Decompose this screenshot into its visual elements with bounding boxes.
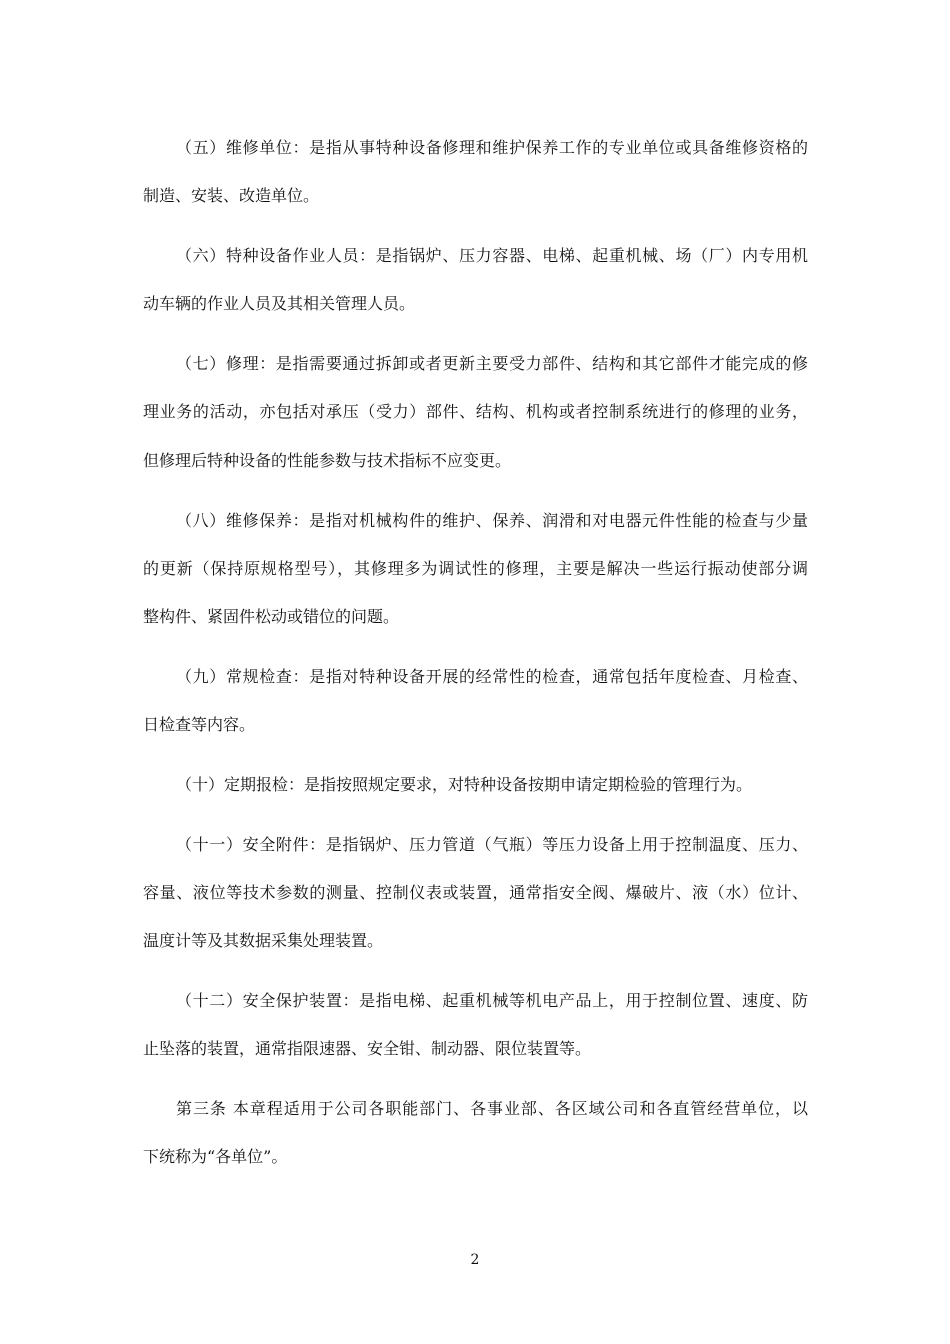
paragraph-shier-line-2: 止坠落的装置，通常指限速器、安全钳、制动器、限位装置等。 [143,1039,592,1058]
paragraph-ba-line-3: 整构件、紧固件松动或错位的问题。 [143,607,400,626]
paragraph-jiu-line-2: 日检查等内容。 [143,715,256,734]
page-number: 2 [470,1252,480,1268]
paragraph-jiu-line-1: （九）常规检查：是指对特种设备开展的经常性的检查，通常包括年度检查、月检查、 [176,667,808,686]
paragraph-shi-line-1: （十）定期报检：是指按照规定要求，对特种设备按期申请定期检验的管理行为。 [176,775,753,794]
paragraph-shier-line-1: （十二）安全保护装置：是指电梯、起重机械等机电产品上，用于控制位置、速度、防 [176,991,808,1010]
paragraph-shiyi-line-2: 容量、液位等技术参数的测量、控制仪表或装置，通常指安全阀、爆破片、液（水）位计、 [143,883,808,902]
paragraph-wu-line-1: （五）维修单位：是指从事特种设备修理和维护保养工作的专业单位或具备维修资格的 [176,138,808,157]
paragraph-liu-line-1: （六）特种设备作业人员：是指锅炉、压力容器、电梯、起重机械、场（厂）内专用机 [176,246,808,265]
paragraph-qi-line-1: （七）修理：是指需要通过拆卸或者更新主要受力部件、结构和其它部件才能完成的修 [176,354,808,373]
paragraph-liu-line-2: 动车辆的作业人员及其相关管理人员。 [143,294,416,313]
paragraph-qi-line-3: 但修理后特种设备的性能参数与技术指标不应变更。 [143,451,512,470]
paragraph-shiyi-line-1: （十一）安全附件：是指锅炉、压力管道（气瓶）等压力设备上用于控制温度、压力、 [176,835,808,854]
article-three-line-2: 下统称为“各单位”。 [143,1147,288,1166]
paragraph-ba-line-1: （八）维修保养：是指对机械构件的维护、保养、润滑和对电器元件性能的检查与少量 [176,511,808,530]
paragraph-qi-line-2: 理业务的活动，亦包括对承压（受力）部件、结构、机构或者控制系统进行的修理的业务， [143,402,808,421]
article-three-line-1: 第三条 本章程适用于公司各职能部门、各事业部、各区域公司和各直管经营单位，以 [176,1099,808,1118]
paragraph-ba-line-2: 的更新（保持原规格型号），其修理多为调试性的修理，主要是解决一些运行振动使部分调 [143,559,808,578]
paragraph-wu-line-2: 制造、安装、改造单位。 [143,186,320,205]
paragraph-shiyi-line-3: 温度计等及其数据采集处理装置。 [143,931,384,950]
